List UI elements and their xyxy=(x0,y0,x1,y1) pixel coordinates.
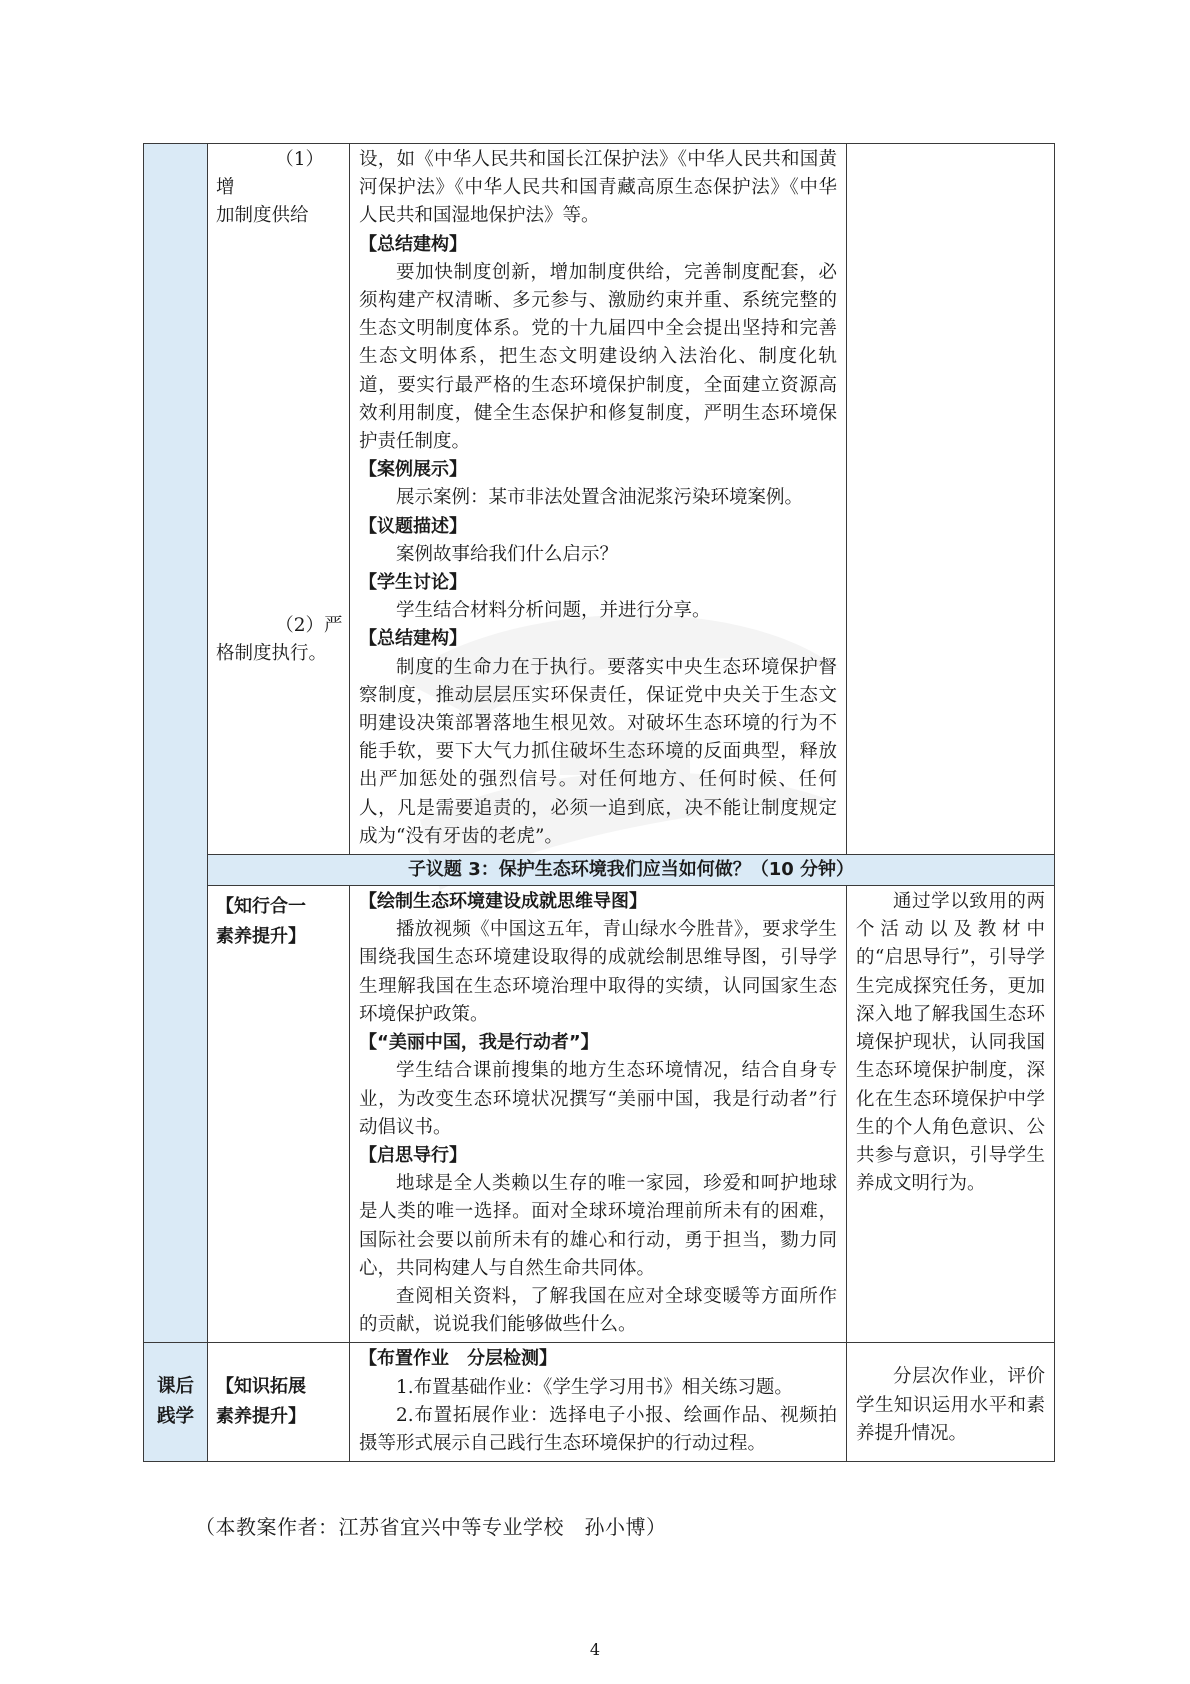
heading-guidance: 【启思导行】 xyxy=(359,1144,467,1166)
paragraph-action: 学生结合课前搜集的地方生态环境情况，结合自身专业，为改变生态环境状况撰写“美丽中国，我是行动者”行动倡议书。 xyxy=(359,1060,837,1138)
table-row-practice xyxy=(144,886,1055,1343)
heading-homework: 【布置作业 分层检测】 xyxy=(359,1348,557,1370)
activity-cell-homework xyxy=(208,1343,350,1462)
activity-cell-practice xyxy=(208,886,350,1343)
subtopic-3-title: 子议题 3：保护生态环境我们应当如何做？（10 分钟） xyxy=(208,855,1055,886)
paragraph-research: 查阅相关资料，了解我国在应对全球变暖等方面所作的贡献，说说我们能够做些什么。 xyxy=(359,1285,837,1336)
heading-issue: 【议题描述】 xyxy=(359,515,467,537)
content-cell-homework xyxy=(350,1343,847,1462)
table-row-institution xyxy=(144,144,1055,855)
activity-cell-institution xyxy=(208,144,350,855)
note-cell-institution xyxy=(847,144,1055,855)
heading-mindmap: 【绘制生态环境建设成就思维导图】 xyxy=(359,891,647,913)
activity-label-supply: （1）增 加制度供给 xyxy=(216,149,324,227)
design-note-homework: 分层次作业，评价学生知识运用水平和素养提升情况。 xyxy=(856,1366,1045,1444)
table-row-subtopic-bar xyxy=(144,855,1055,886)
paragraph-laws: 设，如《中华人民共和国长江保护法》《中华人民共和国黄河保护法》《中华人民共和国青藏高原生态保护法》《中华人民共和国湿地保护法》等。 xyxy=(359,149,837,227)
note-cell-practice xyxy=(847,886,1055,1343)
lesson-plan-table xyxy=(143,143,1055,1462)
paragraph-summary-1: 要加快制度创新，增加制度供给，完善制度配套，必须构建产权清晰、多元参与、激励约束并重、系统完整的生态文明制度体系。党的十九届四中全会提出坚持和完善生态文明体系，把生态文明建设纳入法治化、制度化轨道，要实行最严格的生态环境保护制度，全面建立资源高效利用制度，健全生态保护和修复制度，严明生态环境保护责任制度。 xyxy=(359,261,837,453)
content-cell-institution xyxy=(350,144,847,855)
section-cell-after-class xyxy=(144,1343,208,1462)
heading-case: 【案例展示】 xyxy=(359,459,467,481)
paragraph-basic-homework: 1.布置基础作业：《学生学习用书》相关练习题。 xyxy=(396,1376,793,1398)
activity-label-practice: 【知行合一 素养提升】 xyxy=(216,896,306,948)
page-number: 4 xyxy=(589,1640,601,1659)
heading-discussion: 【学生讨论】 xyxy=(359,572,467,594)
paragraph-extended-homework: 2.布置拓展作业：选择电子小报、绘画作品、视频拍摄等形式展示自己践行生态环境保护的行动过程。 xyxy=(359,1404,837,1454)
activity-label-homework: 【知识拓展 素养提升】 xyxy=(216,1376,306,1428)
author-credit: （本教案作者：江苏省宜兴中等专业学校 孙小博） xyxy=(195,1515,667,1539)
table-row-after-class xyxy=(144,1343,1055,1462)
section-cell-continued xyxy=(144,144,208,1343)
content-cell-practice xyxy=(350,886,847,1343)
paragraph-issue: 案例故事给我们什么启示？ xyxy=(396,543,619,565)
paragraph-guidance: 地球是全人类赖以生存的唯一家园，珍爱和呵护地球是人类的唯一选择。面对全球环境治理前所未有的困难，国际社会要以前所未有的雄心和行动，勇于担当，勠力同心，共同构建人与自然生命共同体。 xyxy=(359,1173,837,1279)
heading-summary-1: 【总结建构】 xyxy=(359,233,467,255)
paragraph-case: 展示案例：某市非法处置含油泥浆污染环境案例。 xyxy=(396,487,804,509)
note-cell-homework xyxy=(847,1343,1055,1462)
design-note-practice: 通过学以致用的两个活动以及教材中的“启思导行”，引导学生完成探究任务，更加深入地了解我国生态环境保护现状，认同我国生态环境保护制度，深化在生态环境保护中学生的个人角色意识、公共参与意识，引导学生养成文明行为。 xyxy=(856,891,1045,1195)
section-label-after-class: 课后 践学 xyxy=(156,1376,194,1428)
heading-action: 【“美丽中国，我是行动者”】 xyxy=(359,1032,599,1054)
paragraph-summary-2: 制度的生命力在于执行。要落实中央生态环境保护督察制度，推动层层压实环保责任，保证党中央关于生态文明建设决策部署落地生根见效。对破坏生态环境的行为不能手软，要下大气力抓住破坏生态环境的反面典型，释放出严加惩处的强烈信号。对任何地方、任何时候、任何人，凡是需要追责的，必须一追到底，决不能让制度规定成为“没有牙齿的老虎”。 xyxy=(359,656,837,847)
paragraph-mindmap: 播放视频《中国这五年，青山绿水今胜昔》，要求学生围绕我国生态环境建设取得的成就绘制思维导图，引导学生理解我国在生态环境治理中取得的实绩，认同国家生态环境保护政策。 xyxy=(359,919,837,1025)
paragraph-discussion: 学生结合材料分析问题，并进行分享。 xyxy=(396,600,711,622)
activity-label-enforcement: （2）严 格制度执行。 xyxy=(216,615,343,665)
heading-summary-2: 【总结建构】 xyxy=(359,628,467,650)
